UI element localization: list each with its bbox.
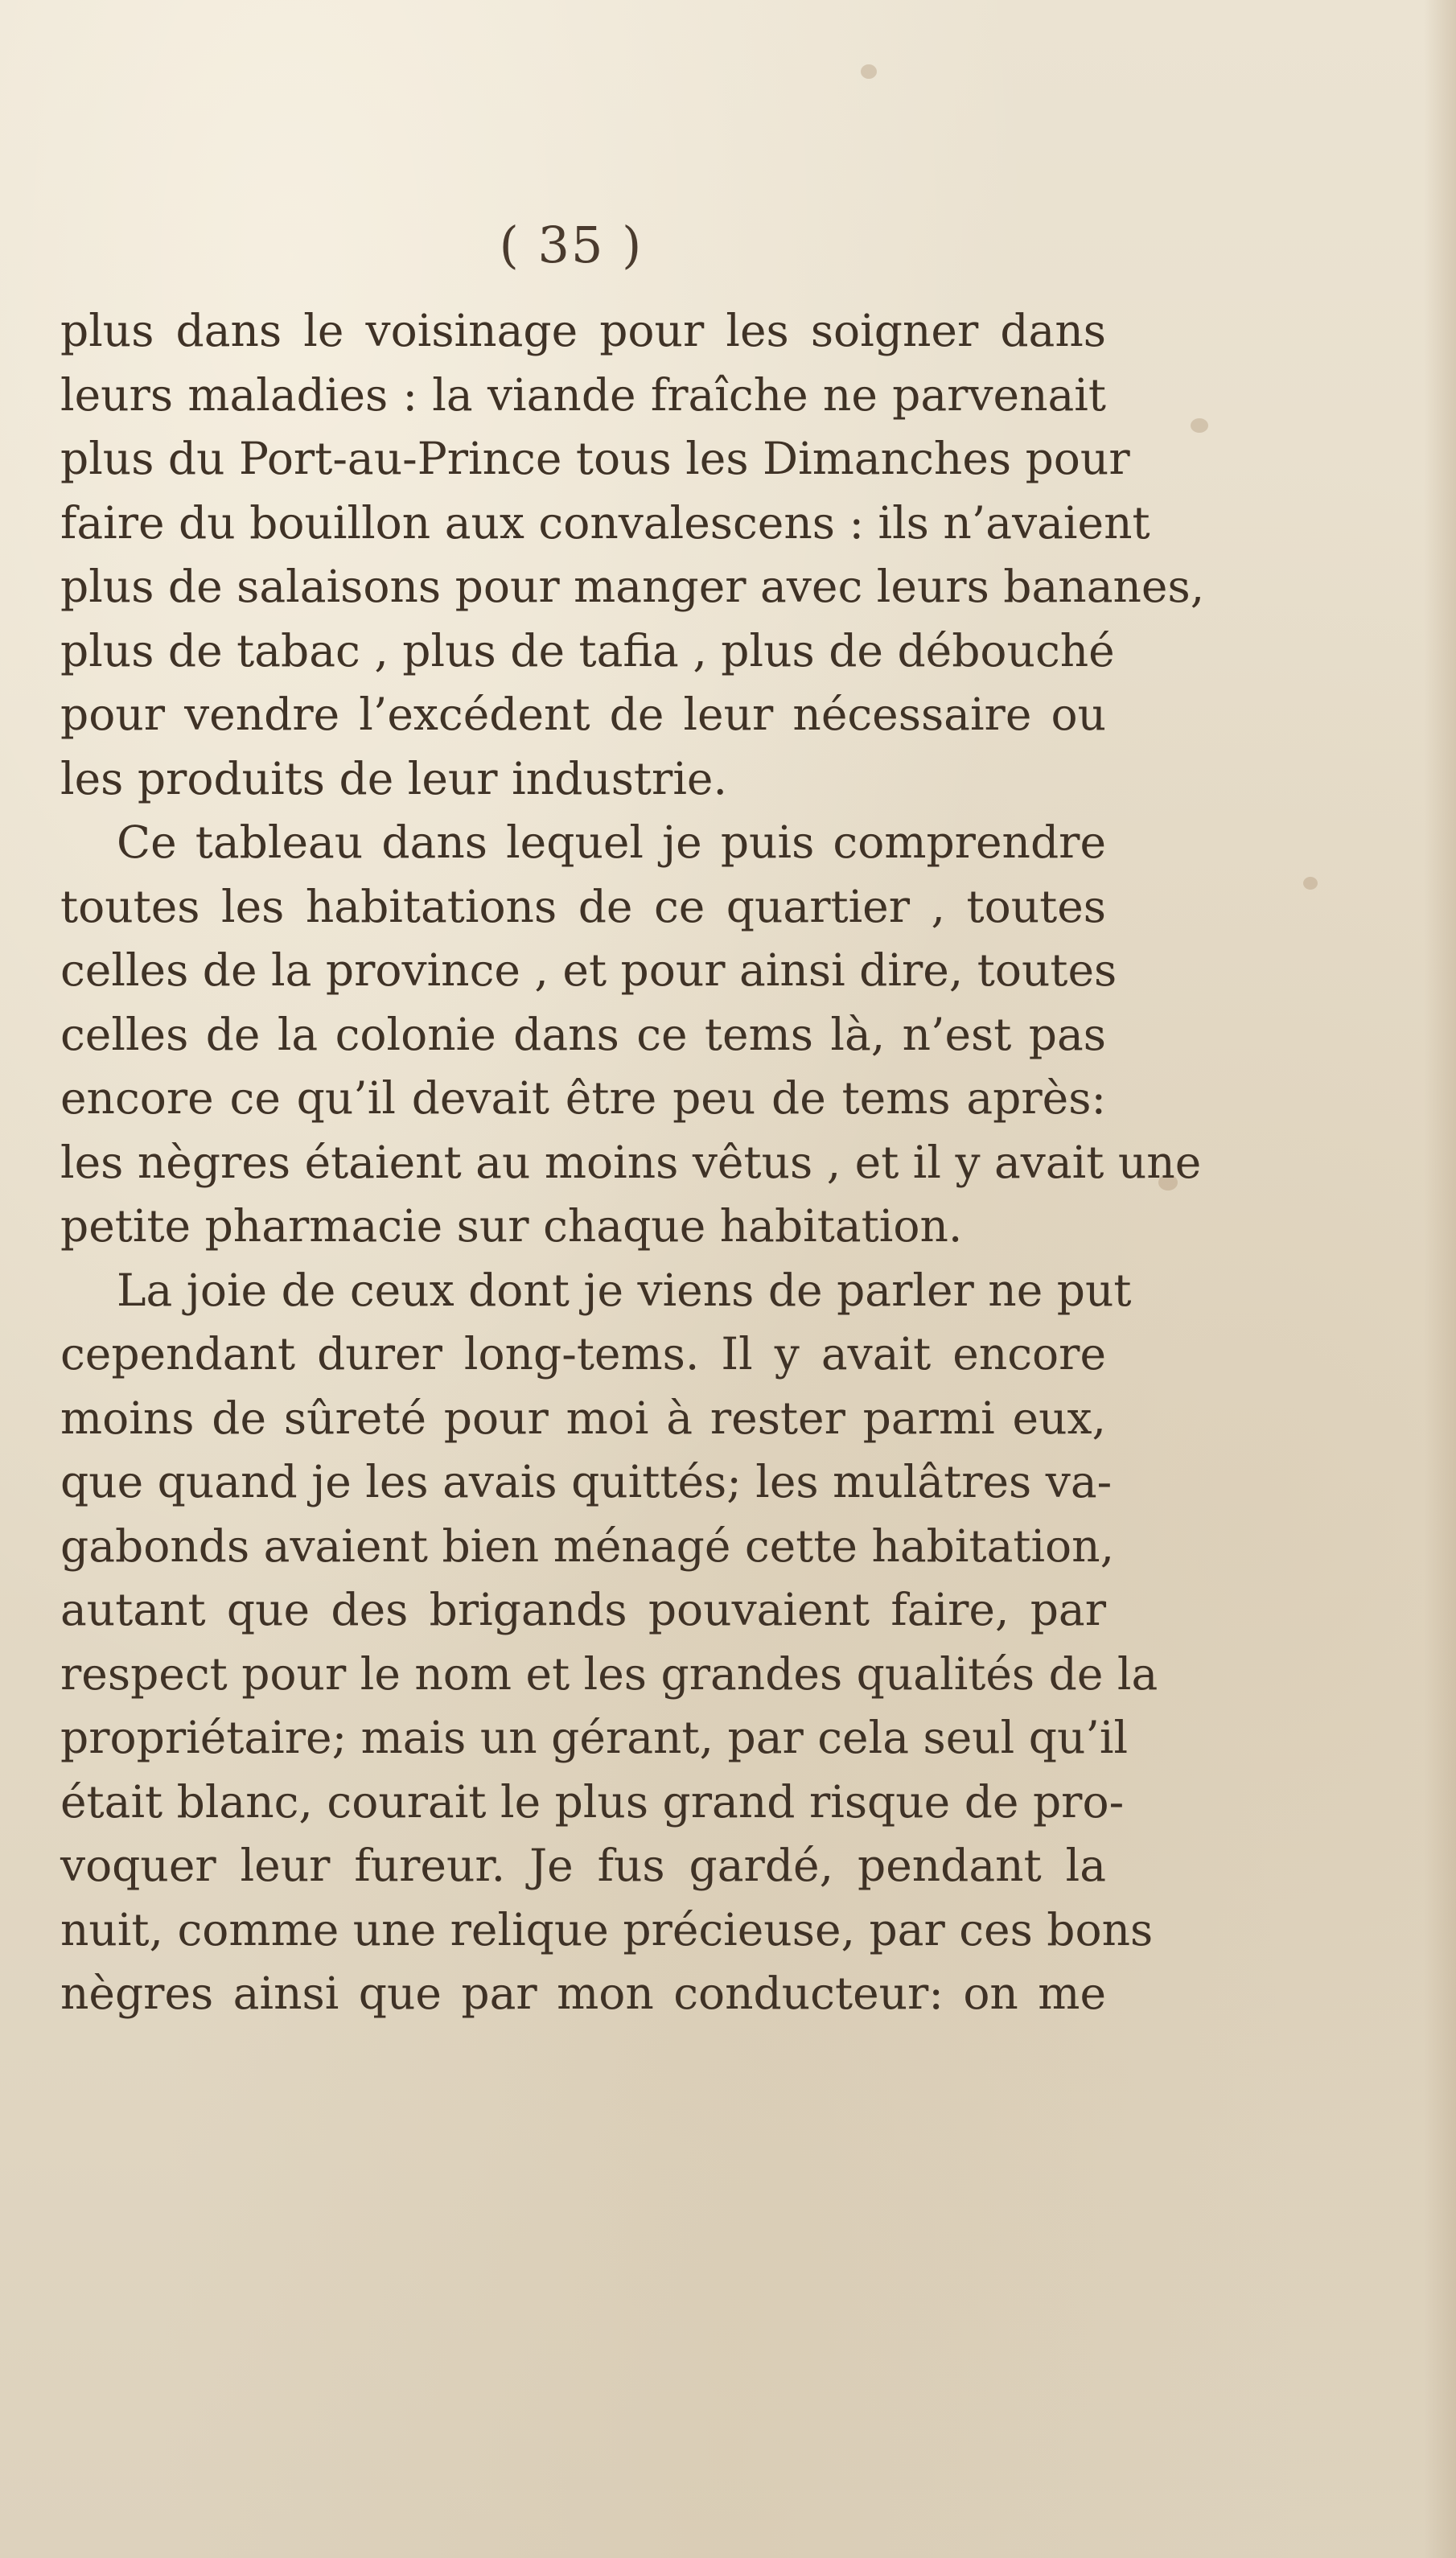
text-line: faire du bouillon aux convalescens : ils n’avaient (60, 496, 1150, 549)
text-line: respect pour le nom et les grandes qualités de la (60, 1647, 1158, 1700)
text-line: celles de la colonie dans ce tems là, n’est pas (60, 1008, 1106, 1060)
text-line: autant que des brigands pouvaient faire, par (60, 1584, 1106, 1635)
text-line: plus dans le voisinage pour les soigner dans (60, 305, 1106, 356)
text-line: plus du Port-au-Prince tous les Dimanches pour (60, 433, 1130, 484)
foxing-spot (1191, 418, 1208, 433)
text-line: nègres ainsi que par mon conducteur: on me (60, 1968, 1106, 2019)
text-line: Ce tableau dans lequel je puis comprendre (117, 816, 1106, 868)
text-line: plus de salaisons pour manger avec leurs bananes, (60, 561, 1205, 612)
text-line: moins de sûreté pour moi à rester parmi eux, (60, 1392, 1106, 1444)
text-line: toutes les habitations de ce quartier , toutes (60, 880, 1106, 932)
text-line: pour vendre l’excédent de leur nécessaire ou (60, 689, 1106, 740)
text-line: leurs maladies : la viande fraîche ne parvenait (60, 368, 1106, 421)
page-number: ( 35 ) (499, 216, 644, 274)
text-line: encore ce qu’il devait être peu de tems après: (60, 1072, 1106, 1124)
text-line: celles de la province , et pour ainsi dire, toutes (60, 944, 1117, 996)
foxing-spot (861, 64, 877, 79)
text-line: La joie de ceux dont je viens de parler ne put (117, 1264, 1132, 1316)
page-edge-shadow (1424, 0, 1456, 2558)
foxing-spot (1303, 877, 1318, 890)
text-line: que quand je les avais quittés; les mulâtres va- (60, 1456, 1113, 1507)
text-line: propriétaire; mais un gérant, par cela seul qu’il (60, 1712, 1129, 1763)
text-line: gabonds avaient bien ménagé cette habitation, (60, 1520, 1115, 1572)
text-line: les produits de leur industrie. (60, 752, 727, 804)
text-line: les nègres étaient au moins vêtus , et il y avait une (60, 1136, 1202, 1188)
text-line: voquer leur fureur. Je fus gardé, pendant la (60, 1840, 1106, 1891)
text-line: petite pharmacie sur chaque habitation. (60, 1200, 963, 1252)
text-line: était blanc, courait le plus grand risque de pro- (60, 1775, 1125, 1828)
body-text (60, 299, 1205, 2026)
text-line: cependant durer long-tems. Il y avait encore (60, 1328, 1106, 1380)
text-line: nuit, comme une relique précieuse, par ces bons (60, 1903, 1154, 1956)
text-line: plus de tabac , plus de tafia , plus de débouché (60, 624, 1115, 677)
